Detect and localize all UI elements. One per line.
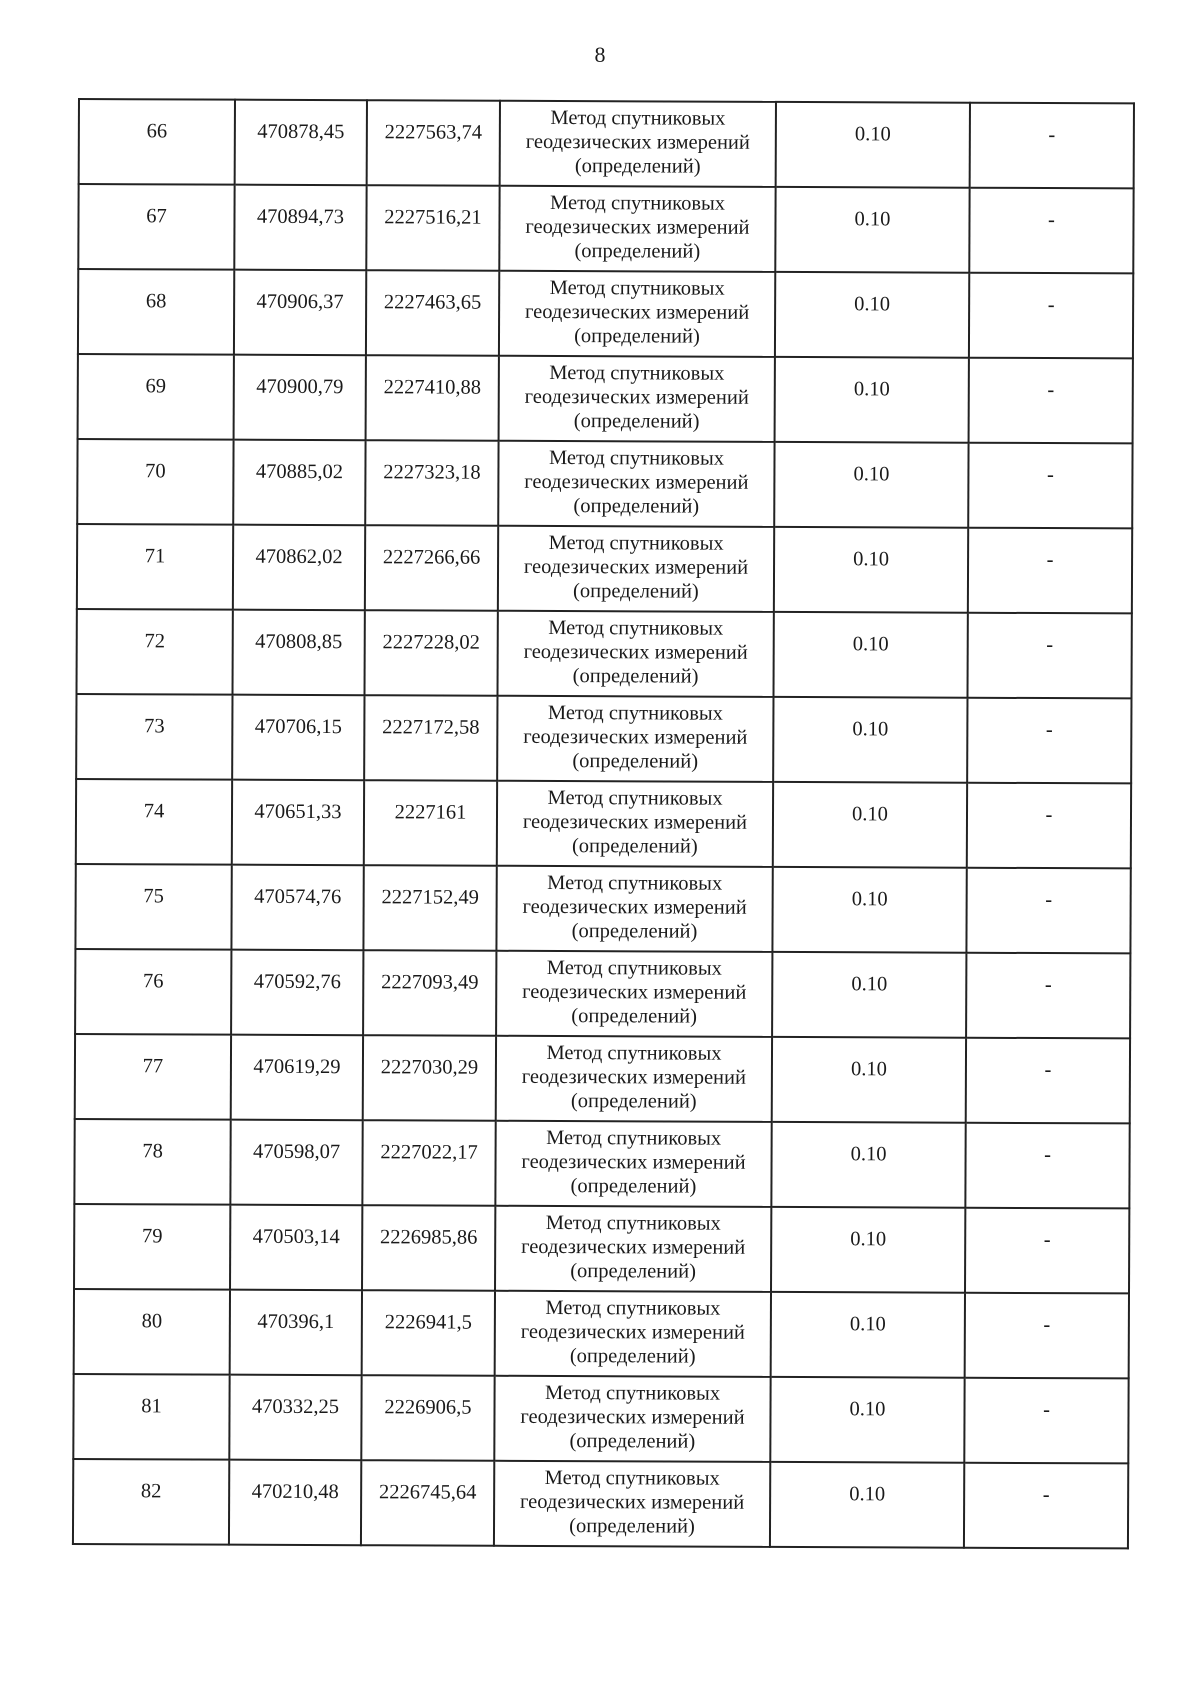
note: - [1048, 124, 1056, 147]
table-row [77, 524, 1132, 613]
accuracy-cell [774, 442, 968, 528]
note-cell [968, 443, 1132, 529]
table-row [76, 779, 1131, 868]
method-line: Метод спутниковых [548, 616, 724, 640]
method-cell [497, 781, 773, 867]
method-cell [496, 1036, 772, 1122]
note-cell [966, 868, 1130, 954]
coordinate-x-cell [229, 1460, 361, 1546]
coordinate-x: 470332,25 [251, 1395, 340, 1419]
method-line: (определений) [570, 1175, 697, 1198]
coordinate-x: 470894,73 [256, 205, 345, 229]
table-row [73, 1374, 1128, 1463]
method-line: геодезических измерений [521, 1150, 746, 1174]
coordinate-x-cell [231, 950, 363, 1036]
method-cell [495, 1291, 771, 1377]
accuracy: 0.10 [853, 378, 890, 401]
coordinate-y: 2227410,88 [383, 376, 482, 399]
accuracy-cell [772, 1037, 966, 1123]
method-line: геодезических измерений [525, 215, 750, 239]
coordinate-y: 2227266,66 [382, 546, 481, 569]
note-cell [969, 358, 1133, 444]
coordinate-x: 470210,48 [251, 1480, 339, 1504]
accuracy-cell [771, 1122, 965, 1208]
point-number: 82 [140, 1480, 162, 1503]
method-line: геодезических измерений [520, 1320, 745, 1344]
point-number-cell [74, 1119, 230, 1205]
coordinate-y-cell [367, 100, 500, 186]
note-cell [967, 698, 1131, 784]
note: - [1046, 634, 1054, 657]
coordinate-x: 470619,29 [253, 1055, 341, 1079]
method-line: (определений) [570, 1260, 696, 1283]
coordinate-y-cell [362, 1205, 495, 1291]
method-cell [499, 186, 775, 272]
table-row [78, 269, 1133, 358]
note-cell [964, 1378, 1128, 1464]
table-row [79, 99, 1134, 188]
accuracy: 0.10 [850, 1143, 887, 1166]
method-line: Метод спутниковых [547, 786, 723, 810]
method-cell [497, 611, 773, 697]
note: - [1045, 889, 1053, 912]
method-cell [495, 1206, 771, 1292]
point-number: 75 [143, 885, 164, 908]
method-line: (определений) [574, 155, 701, 178]
method-cell [498, 441, 774, 527]
coordinate-x-cell [231, 865, 363, 951]
coordinate-y: 2227161 [394, 801, 467, 824]
note-cell [965, 1123, 1129, 1209]
point-number-cell [74, 1204, 230, 1290]
method-line: (определений) [573, 580, 699, 603]
point-number: 79 [141, 1225, 163, 1248]
method-line: Метод спутниковых [549, 361, 725, 385]
note: - [1048, 209, 1055, 232]
method-line: (определений) [571, 835, 698, 858]
point-number-cell [79, 99, 235, 185]
coordinate-y: 2227093,49 [381, 971, 479, 994]
method-cell [496, 866, 772, 952]
coordinate-x-cell [234, 355, 366, 441]
accuracy: 0.10 [854, 123, 891, 146]
note: - [1043, 1399, 1050, 1422]
method-line: геодезических измерений [523, 725, 748, 749]
method-line: (определений) [569, 1345, 696, 1368]
table-row [75, 949, 1130, 1038]
method-cell [497, 696, 773, 782]
method-line: (определений) [572, 665, 699, 688]
coordinate-y-cell [365, 525, 498, 611]
method-line: геодезических измерений [523, 640, 748, 664]
method-line: Метод спутниковых [550, 106, 726, 130]
point-number: 74 [143, 800, 165, 823]
note-cell [970, 103, 1134, 189]
method-line: Метод спутниковых [548, 446, 725, 470]
point-number: 68 [145, 290, 167, 313]
coordinate-x: 470878,45 [257, 120, 345, 144]
accuracy: 0.10 [849, 1398, 886, 1421]
coordinate-y-cell [363, 865, 496, 951]
coordinate-y-cell [361, 1375, 494, 1461]
coordinate-y: 2227563,74 [384, 121, 483, 144]
note-cell [969, 273, 1133, 359]
point-number-cell [74, 1289, 230, 1375]
accuracy: 0.10 [853, 548, 890, 571]
method-line: геодезических измерений [519, 1490, 745, 1514]
point-number: 71 [144, 545, 166, 568]
coordinate-x-cell [232, 695, 364, 781]
accuracy: 0.10 [854, 208, 891, 231]
coordinate-x-cell [232, 780, 364, 866]
method-line: геодезических измерений [520, 1405, 745, 1429]
point-number-cell [77, 524, 233, 610]
method-cell [500, 101, 776, 187]
method-line: Метод спутниковых [547, 871, 723, 895]
coordinate-x-cell [234, 185, 366, 271]
note-cell [968, 528, 1132, 614]
table-row [78, 354, 1133, 443]
table-row [73, 1459, 1128, 1548]
coordinate-y: 2227516,21 [384, 206, 482, 229]
method-line: Метод спутниковых [546, 956, 722, 980]
coordinate-y: 2226985,86 [379, 1226, 478, 1249]
method-line: Метод спутниковых [545, 1381, 721, 1405]
method-line: (определений) [573, 410, 700, 433]
accuracy-cell [771, 1207, 965, 1293]
coordinate-y-cell [366, 355, 499, 441]
method-line: (определений) [569, 1430, 696, 1453]
coordinate-x: 470808,85 [255, 630, 343, 654]
coordinate-y: 2226906,5 [384, 1396, 472, 1419]
coordinate-y-cell [364, 695, 497, 781]
coordinate-x-cell [230, 1205, 362, 1291]
note: - [1046, 464, 1054, 487]
method-line: (определений) [573, 495, 700, 518]
coordinate-y: 2226941,5 [384, 1311, 472, 1334]
accuracy: 0.10 [854, 293, 891, 316]
method-cell [494, 1376, 770, 1462]
point-number-cell [78, 354, 234, 440]
method-line: геодезических измерений [522, 980, 747, 1004]
point-number: 72 [144, 630, 166, 653]
coordinate-x-cell [231, 1035, 363, 1121]
coordinate-x-cell [233, 440, 365, 526]
note: - [1045, 719, 1053, 742]
note: - [1042, 1484, 1050, 1507]
method-line: геодезических измерений [521, 1065, 747, 1089]
coordinate-y: 2227228,02 [382, 631, 480, 654]
method-cell [495, 1121, 771, 1207]
method-line: Метод спутниковых [546, 1041, 722, 1065]
point-number: 69 [145, 375, 167, 398]
coordinate-y-cell [366, 185, 499, 271]
accuracy: 0.10 [852, 803, 888, 826]
accuracy-cell [774, 527, 968, 613]
method-line: (определений) [570, 1090, 697, 1113]
coordinate-x: 470885,02 [255, 460, 344, 484]
method-line: Метод спутниковых [545, 1211, 721, 1235]
coordinate-y: 2227152,49 [381, 886, 479, 909]
accuracy-cell [772, 952, 966, 1038]
method-line: геодезических измерений [524, 300, 750, 324]
coordinate-x-cell [235, 100, 367, 186]
coordinate-x-cell [230, 1290, 362, 1376]
table-row [77, 439, 1132, 528]
table-row [75, 864, 1130, 953]
method-line: геодезических измерений [522, 895, 747, 919]
accuracy: 0.10 [849, 1483, 886, 1506]
note: - [1043, 1314, 1051, 1337]
note-cell [965, 1293, 1129, 1379]
accuracy-cell [775, 357, 969, 443]
coordinate-x: 470598,07 [252, 1140, 341, 1164]
method-line: (определений) [569, 1515, 695, 1538]
point-number-cell [76, 694, 232, 780]
coordinate-y-cell [362, 1120, 495, 1206]
point-number-cell [73, 1459, 229, 1545]
method-cell [496, 951, 772, 1037]
coordinate-y-cell [363, 1035, 496, 1121]
point-number: 78 [142, 1140, 163, 1163]
method-line: геодезических измерений [525, 130, 750, 154]
table-row [76, 694, 1131, 783]
method-line: Метод спутниковых [544, 1466, 720, 1490]
coordinate-y: 2227030,29 [380, 1056, 479, 1079]
page-number: 8 [594, 42, 606, 67]
accuracy: 0.10 [850, 1228, 887, 1251]
point-number: 67 [146, 205, 167, 228]
accuracy-cell [770, 1377, 964, 1463]
coordinate-y-cell [363, 950, 496, 1036]
table-row [75, 1034, 1130, 1123]
point-number-cell [75, 1034, 231, 1120]
accuracy: 0.10 [852, 633, 889, 656]
point-number-cell [77, 439, 233, 525]
point-number: 77 [142, 1055, 164, 1078]
method-line: (определений) [571, 920, 698, 943]
coordinate-y: 2227323,18 [383, 461, 481, 484]
accuracy-cell [773, 782, 967, 868]
coordinate-y-cell [362, 1290, 495, 1376]
table-row [74, 1204, 1129, 1293]
point-number: 80 [141, 1310, 163, 1333]
accuracy: 0.10 [851, 973, 888, 996]
coordinate-x-cell [229, 1375, 361, 1461]
accuracy: 0.10 [852, 718, 889, 741]
note-cell [965, 1208, 1129, 1294]
point-number-cell [77, 609, 233, 695]
coordinate-x-cell [230, 1120, 362, 1206]
point-number-cell [76, 779, 232, 865]
point-number-cell [75, 949, 231, 1035]
note-cell [966, 1038, 1130, 1124]
note: - [1045, 804, 1053, 827]
note-cell [966, 953, 1130, 1039]
point-number: 70 [145, 460, 166, 483]
note: - [1044, 1059, 1052, 1082]
coordinate-x: 470862,02 [255, 545, 343, 569]
method-line: (определений) [571, 1005, 698, 1028]
coordinate-x-cell [234, 270, 366, 356]
point-number: 76 [143, 970, 164, 993]
method-line: геодезических измерений [522, 810, 748, 834]
point-number: 81 [141, 1395, 162, 1418]
coordinate-y: 2226745,64 [378, 1481, 477, 1504]
coordinate-y-cell [365, 610, 498, 696]
coordinate-y: 2227022,17 [380, 1141, 478, 1164]
coordinate-x-cell [233, 525, 365, 611]
coordinate-x: 470900,79 [256, 375, 344, 399]
accuracy-cell [773, 697, 967, 783]
coordinate-x-cell [233, 610, 365, 696]
note-cell [969, 188, 1133, 274]
coordinate-y-cell [361, 1460, 494, 1546]
point-number: 66 [146, 120, 168, 143]
method-cell [499, 356, 775, 442]
method-line: (определений) [572, 750, 699, 773]
note: - [1044, 974, 1052, 997]
note-cell [964, 1463, 1128, 1549]
method-line: Метод спутниковых [546, 1126, 722, 1150]
point-number-cell [78, 269, 234, 355]
method-line: (определений) [574, 240, 701, 263]
accuracy-cell [776, 102, 970, 188]
coordinate-x: 470906,37 [256, 290, 344, 314]
point-number: 73 [144, 715, 165, 738]
table-row [77, 609, 1132, 698]
method-line: Метод спутниковых [549, 276, 725, 300]
method-cell [499, 271, 775, 357]
accuracy-cell [773, 612, 967, 698]
note-cell [967, 613, 1131, 699]
method-line: Метод спутниковых [548, 531, 724, 555]
coordinate-x: 470574,76 [254, 885, 342, 909]
coordinate-x: 470396,1 [257, 1310, 335, 1334]
coordinate-y-cell [364, 780, 497, 866]
method-cell [498, 526, 774, 612]
point-number-cell [78, 184, 234, 270]
note: - [1044, 1144, 1052, 1167]
method-line: Метод спутниковых [547, 701, 724, 725]
table-row [78, 184, 1133, 273]
method-line: (определений) [574, 325, 700, 348]
accuracy-cell [772, 867, 966, 953]
coordinate-x: 470592,76 [253, 970, 341, 994]
method-line: геодезических измерений [524, 385, 749, 409]
table-row [74, 1289, 1129, 1378]
accuracy-cell [770, 1462, 964, 1548]
method-line: геодезических измерений [523, 555, 749, 579]
accuracy-cell [775, 272, 969, 358]
coordinates-table [72, 98, 1135, 1549]
point-number-cell [75, 864, 231, 950]
note: - [1046, 549, 1054, 572]
table-row [74, 1119, 1129, 1208]
method-line: Метод спутниковых [545, 1296, 721, 1320]
accuracy: 0.10 [851, 888, 888, 911]
coordinate-y: 2227463,65 [383, 291, 482, 314]
coordinate-x: 470706,15 [254, 715, 342, 739]
coordinate-y-cell [366, 270, 499, 356]
accuracy-cell [771, 1292, 965, 1378]
coordinate-y: 2227172,58 [382, 716, 480, 739]
coordinate-y-cell [365, 440, 498, 526]
method-line: геодезических измерений [524, 470, 749, 494]
note-cell [967, 783, 1131, 869]
coordinate-x: 470651,33 [254, 800, 342, 824]
point-number-cell [73, 1374, 229, 1460]
note: - [1047, 379, 1055, 402]
accuracy: 0.10 [849, 1313, 886, 1336]
method-line: геодезических измерений [521, 1235, 746, 1259]
note: - [1043, 1229, 1051, 1252]
accuracy: 0.10 [853, 463, 890, 486]
note: - [1047, 294, 1055, 317]
accuracy-cell [775, 187, 969, 273]
method-cell [494, 1461, 770, 1547]
coordinates-table-body [73, 99, 1134, 1548]
method-line: Метод спутниковых [549, 191, 726, 215]
coordinate-x: 470503,14 [252, 1225, 340, 1249]
accuracy: 0.10 [850, 1058, 887, 1081]
